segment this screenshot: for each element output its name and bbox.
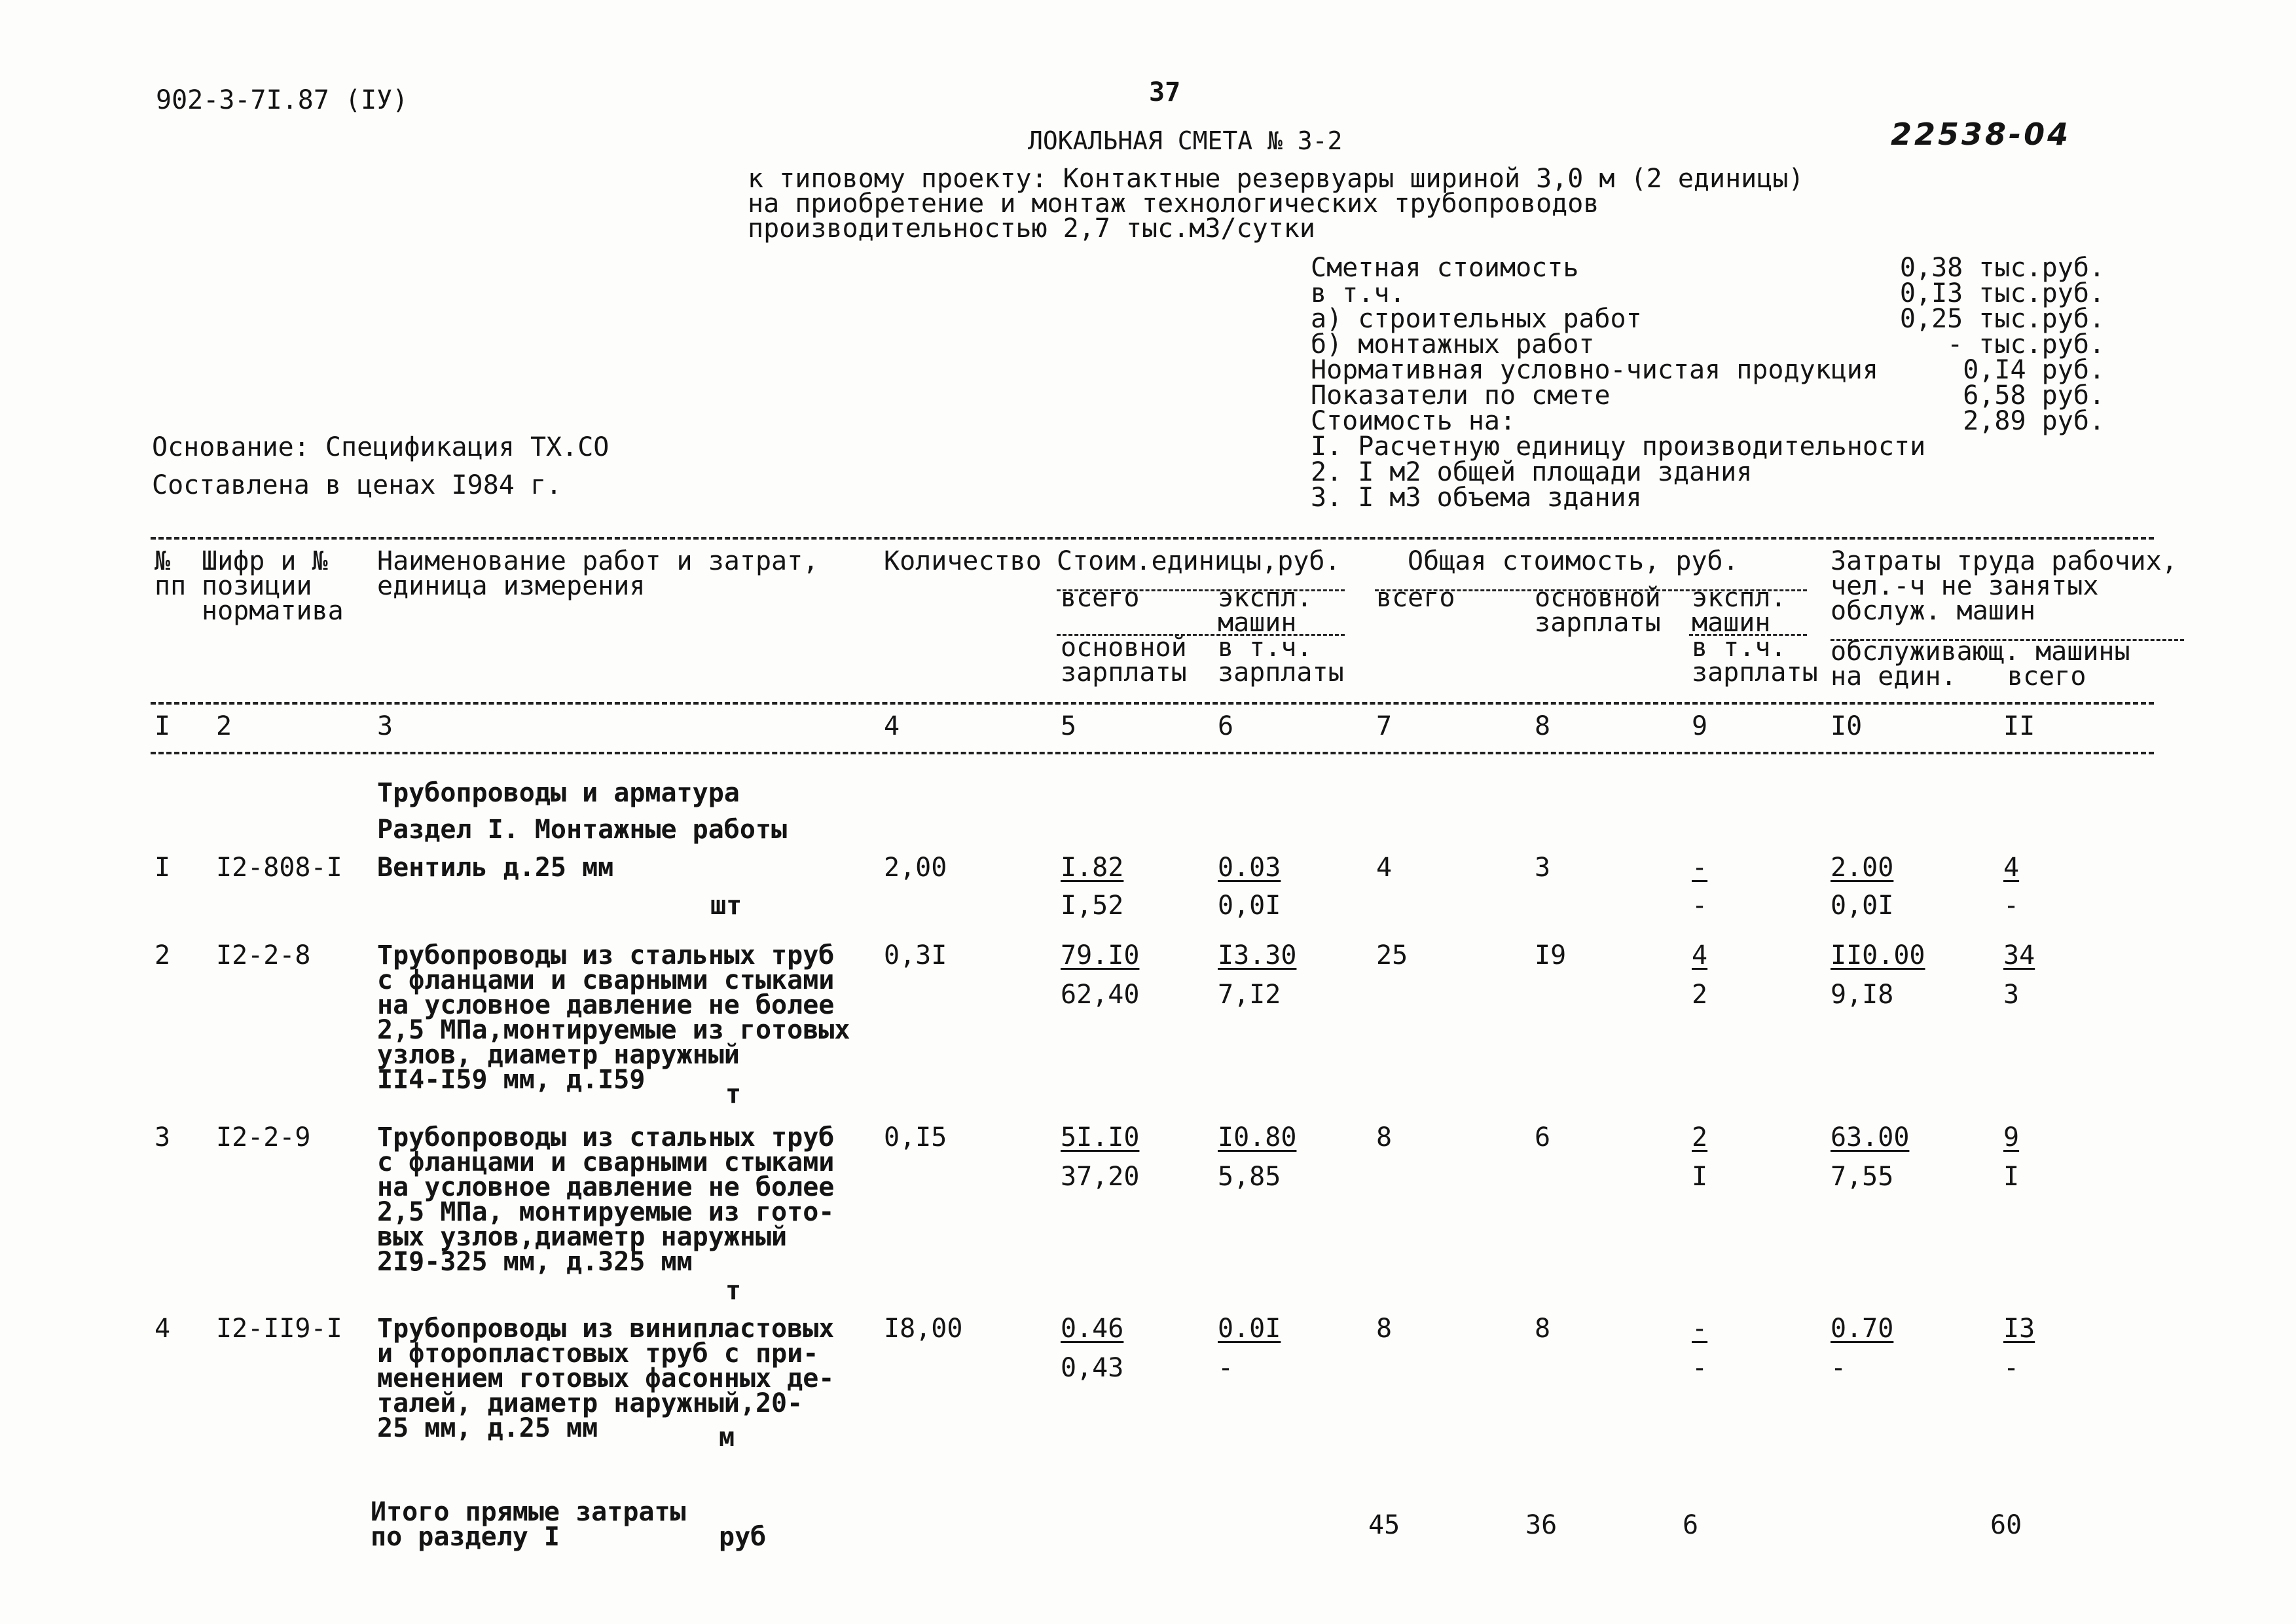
row-total-wage: I9 [1535,940,1567,970]
header-total-cost: Общая стоимость, руб. [1408,546,1739,576]
col-number: 8 [1535,711,1551,741]
row-number: 2 [155,940,171,970]
summary-values [1895,255,2105,434]
row-unit: т [725,1276,742,1306]
summary-label: Сметная стоимость [1311,253,1579,283]
row-code: I2-2-8 [216,940,311,970]
row-quantity: 0,I5 [884,1122,947,1153]
section-title: Раздел I. Монтажные работы [377,815,788,845]
row-total-machine: - [1692,1314,1708,1344]
header-col-6-bottom: в т.ч. зарплаты [1218,633,1344,688]
col-number: 4 [884,711,900,741]
row-total: 25 [1376,940,1408,970]
estimate-title: ЛОКАЛЬНАЯ СМЕТА № 3-2 [1028,126,1343,155]
row-total: 8 [1376,1314,1393,1344]
row-unit-machine: I0.80 [1218,1122,1297,1153]
row-total-machine: - [1692,853,1708,883]
header-col-5-top: всего [1061,583,1140,613]
page-number: 37 [1149,77,1181,107]
header-col-8: основной зарплаты [1535,583,1661,638]
document-code: 902-3-7I.87 (IУ) [156,85,409,115]
row-labor-total-machine: 3 [2003,980,2020,1010]
total-machine: 6 [1683,1510,1699,1540]
row-total-machine: 4 [1692,940,1708,970]
summary-label: Нормативная условно-чистая продукция [1311,355,1878,385]
total-label: Итого прямые затраты по разделу I [371,1497,686,1552]
row-unit-machine: 0.03 [1218,853,1281,883]
group-title: Трубопроводы и арматура [377,778,740,808]
row-unit-total: 79.I0 [1061,940,1140,970]
col-number: 6 [1218,711,1234,741]
summary-label: Показатели по смете [1311,380,1611,411]
summary-value: 0,38 тыс.руб. [1899,253,2105,283]
row-unit-machine-wage: 0,0I [1218,891,1281,921]
row-code: I2-II9-I [216,1314,342,1344]
row-name: Трубопроводы из стальных труб с фланцами и сварными стыками на условное давление не более 2,5 МПа,монтируемые из готовых узлов, диаметр наружный II4-I59 мм, д.I59 [377,940,850,1095]
summary-value: 0,I3 тыс.руб. [1899,278,2105,308]
row-total-wage: 8 [1535,1314,1551,1344]
col-number: 2 [216,711,232,741]
row-quantity: 2,00 [884,853,947,883]
row-code: I2-808-I [216,853,342,883]
basis-line-1: Основание: Спецификация ТХ.СО [152,432,610,462]
col-number: 3 [377,711,393,741]
row-total-wage: 6 [1535,1122,1551,1153]
col-number: I [155,711,171,741]
header-col-2: Шифр и № позиции норматива [202,546,344,626]
total-unit: руб [719,1522,767,1552]
subtitle-line-3: производительностью 2,7 тыс.м3/сутки [748,213,1315,244]
row-labor-total: 4 [2003,853,2020,883]
row-unit-machine-wage: 5,85 [1218,1162,1281,1192]
row-unit-total: 0.46 [1061,1314,1124,1344]
row-unit-wage: 37,20 [1061,1162,1140,1192]
subtitle-block [748,164,1804,244]
row-labor-unit: 0.70 [1831,1314,1894,1344]
row-unit: м [719,1422,735,1452]
row-labor-unit-machine: 7,55 [1831,1162,1894,1192]
row-total-wage: 3 [1535,853,1551,883]
summary-label: 3. I м3 объема здания [1311,483,1642,513]
col-number: 9 [1692,711,1708,741]
row-unit-wage: 62,40 [1061,980,1140,1010]
summary-label: а) строительных работ [1311,304,1642,334]
subtitle-line-1: к типовому проекту: Контактные резервуары шириной 3,0 м (2 единицы) [748,164,1804,194]
total-wage: 36 [1525,1510,1558,1540]
col-number: I0 [1831,711,1863,741]
row-total-machine-wage: - [1692,1353,1708,1383]
row-unit: т [725,1079,742,1109]
row-name: Трубопроводы из винипластовых и фторопластовых труб с при- менением готовых фасонных де- талей, диаметр наружный,20- 25 мм, д.25 мм [377,1314,835,1443]
row-labor-total: 34 [2003,940,2035,970]
row-labor-total: I3 [2003,1314,2035,1344]
header-col-9-top: экспл. машин [1692,583,1787,638]
row-labor-unit-machine: - [1831,1353,1847,1383]
header-col-4: Количество [884,546,1042,576]
summary-label: б) монтажных работ [1311,329,1595,360]
col-numbers-bottom-rule [151,752,2154,754]
col-number: 7 [1376,711,1393,741]
row-total: 8 [1376,1122,1393,1153]
summary-value: 6,58 руб. [1963,380,2105,411]
row-unit-machine-wage: 7,I2 [1218,980,1281,1010]
handwritten-number: 22538-04 [1891,117,2071,152]
col-number: 5 [1061,711,1077,741]
row-unit-total: I.82 [1061,853,1124,883]
summary-label: в т.ч. [1311,278,1406,308]
row-unit-wage: 0,43 [1061,1353,1124,1383]
row-total: 4 [1376,853,1393,883]
row-total-machine-wage: I [1692,1162,1708,1192]
row-labor-total-machine: - [2003,891,2020,921]
header-col-6-top: экспл. машин [1218,583,1313,638]
summary-label: Стоимость на: [1311,406,1516,436]
row-labor-total: 9 [2003,1122,2020,1153]
row-unit-wage: I,52 [1061,891,1124,921]
header-col-5-bottom: основной зарплаты [1061,633,1187,688]
header-col-1: № пп [155,546,187,601]
row-unit-machine: 0.0I [1218,1314,1281,1344]
subtitle-line-2: на приобретение и монтаж технологических трубопроводов [748,189,1599,219]
header-col-3: Наименование работ и затрат, единица измерения [377,546,819,601]
row-code: I2-2-9 [216,1122,311,1153]
header-col-9-bottom: в т.ч. зарплаты [1692,633,1818,688]
table-top-rule [151,537,2154,540]
row-total-machine: 2 [1692,1122,1708,1153]
summary-labels [1311,255,1925,511]
header-col-10: обслуживающ. машины на един. [1831,637,2130,692]
basis-line-2: Составлена в ценах I984 г. [152,470,562,500]
row-quantity: 0,3I [884,940,947,970]
summary-value: - тыс.руб. [1947,329,2105,360]
row-labor-total-machine: - [2003,1353,2020,1383]
row-total-machine-wage: 2 [1692,980,1708,1010]
header-labor: Затраты труда рабочих, чел.-ч не занятых обслуж. машин [1831,546,2178,626]
row-total-machine-wage: - [1692,891,1708,921]
summary-value: 0,I4 руб. [1963,355,2105,385]
total-labor: 60 [1990,1510,2022,1540]
row-labor-total-machine: I [2003,1162,2020,1192]
row-labor-unit: II0.00 [1831,940,1925,970]
row-name: Вентиль д.25 мм [377,853,614,883]
total-cost: 45 [1368,1510,1400,1540]
row-number: 4 [155,1314,171,1344]
col-number: II [2003,711,2035,741]
row-number: 3 [155,1122,171,1153]
row-unit-machine-wage: - [1218,1353,1234,1383]
row-labor-unit: 2.00 [1831,853,1894,883]
summary-value: 2,89 руб. [1963,406,2105,436]
row-unit-machine: I3.30 [1218,940,1297,970]
row-number: I [155,853,171,883]
row-labor-unit: 63.00 [1831,1122,1910,1153]
header-col-11: всего [2007,661,2086,692]
row-labor-unit-machine: 0,0I [1831,891,1894,921]
summary-value: 0,25 тыс.руб. [1899,304,2105,334]
summary-label: I. Расчетную единицу производительности [1311,432,1926,462]
row-labor-unit-machine: 9,I8 [1831,980,1894,1010]
header-col-7: всего [1376,583,1455,613]
summary-label: 2. I м2 общей площади здания [1311,457,1753,487]
header-bottom-rule [151,702,2154,705]
row-quantity: I8,00 [884,1314,963,1344]
row-unit-total: 5I.I0 [1061,1122,1140,1153]
row-unit: шт [710,891,742,921]
row-name: Трубопроводы из стальных труб с фланцами и сварными стыками на условное давление не более 2,5 МПа, монтируемые из гото- вых узлов,диаметр наружный 2I9-325 мм, д.325 мм [377,1122,835,1277]
header-unit-cost: Стоим.единицы,руб. [1057,546,1341,576]
